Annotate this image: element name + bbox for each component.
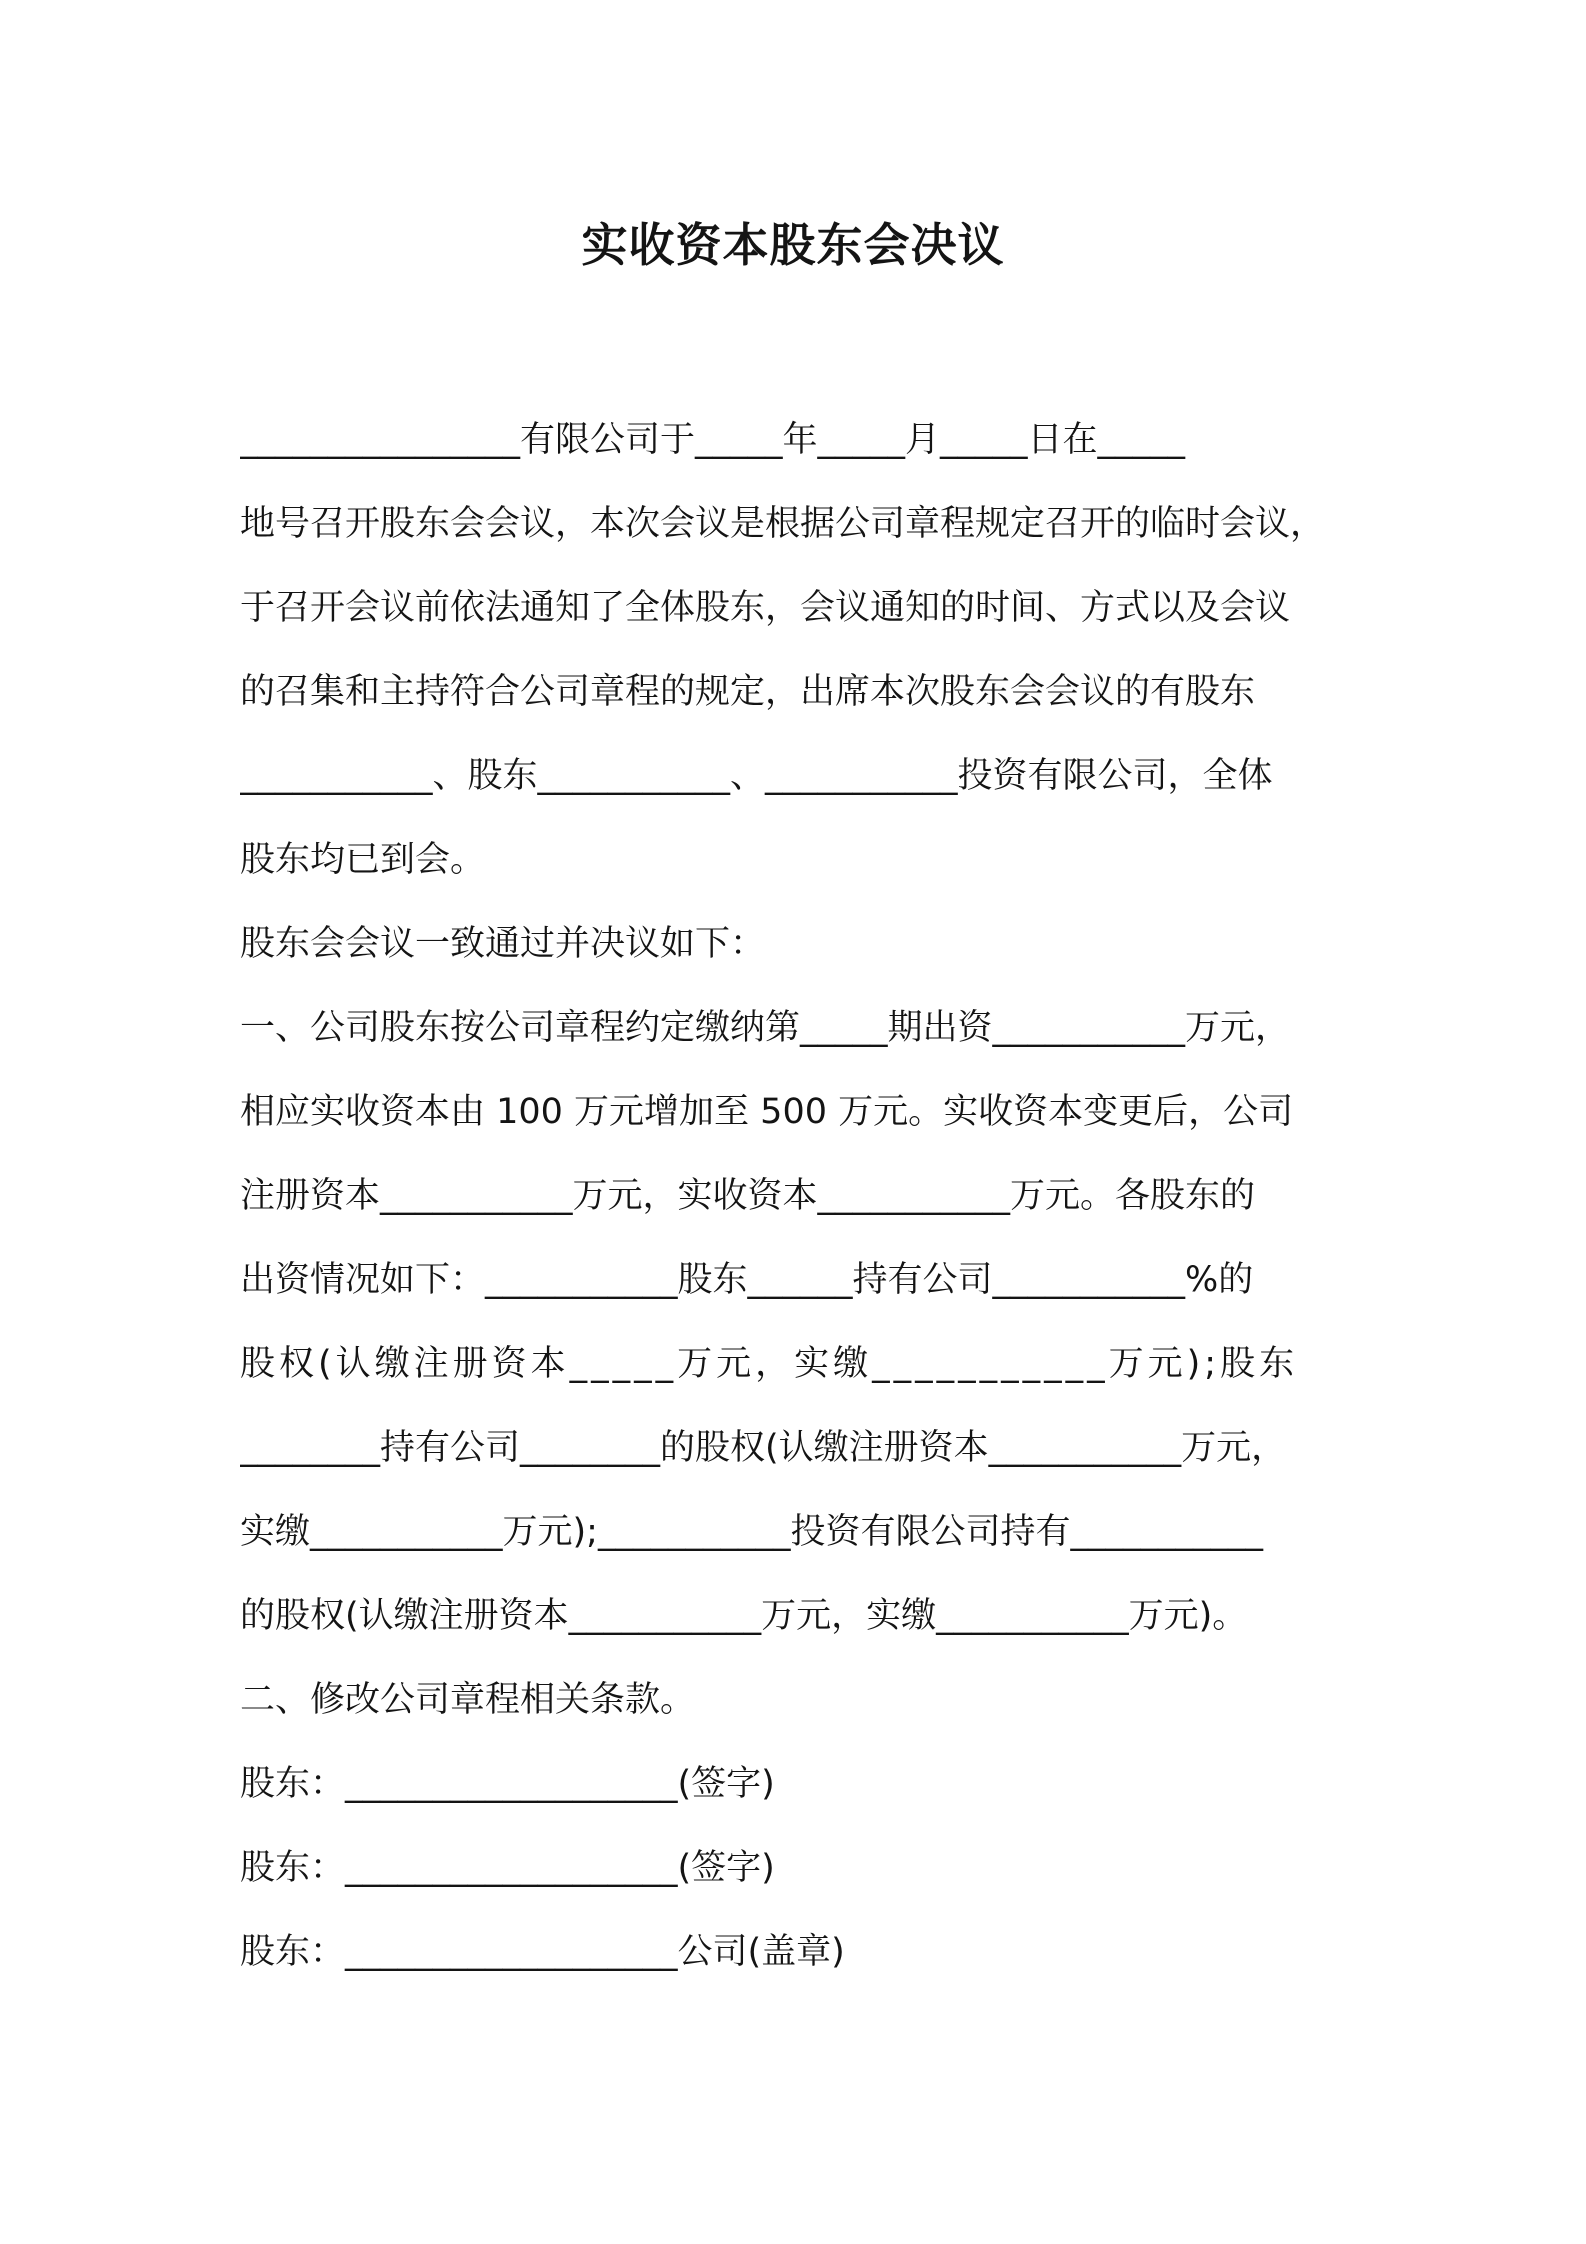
body-line-11: 出资情况如下：___________股东______持有公司___________%的 <box>240 1260 1254 1300</box>
document-title: 实收资本股东会决议 <box>581 218 1005 272</box>
signature-line-2: 股东：___________________(签字) <box>240 1848 775 1888</box>
body-line-13: ________持有公司________的股权(认缴注册资本___________万元， <box>240 1428 1287 1468</box>
body-line-6: 股东均已到会。 <box>240 840 486 880</box>
body-line-4: 的召集和主持符合公司章程的规定，出席本次股东会会议的有股东 <box>240 672 1256 712</box>
body-line-7: 股东会会议一致通过并决议如下： <box>240 924 766 964</box>
body-line-10: 注册资本___________万元，实收资本___________万元。各股东的 <box>240 1176 1256 1216</box>
body-line-9: 相应实收资本由 100 万元增加至 500 万元。实收资本变更后，公司 <box>240 1092 1294 1132</box>
body-line-16: 二、修改公司章程相关条款。 <box>240 1680 696 1720</box>
body-line-8: 一、公司股东按公司章程约定缴纳第_____期出资___________万元， <box>240 1008 1291 1048</box>
signature-line-3: 股东：___________________公司(盖章) <box>240 1932 845 1972</box>
body-line-12: 股权(认缴注册资本_____万元，实缴___________万元);股东 <box>240 1344 1299 1384</box>
body-line-15: 的股权(认缴注册资本___________万元，实缴___________万元)。 <box>240 1596 1248 1636</box>
body-line-14: 实缴___________万元);___________投资有限公司持有___________ <box>240 1512 1263 1552</box>
body-line-5: ___________、股东___________、___________投资有限公司，全体 <box>240 756 1273 796</box>
signature-line-1: 股东：___________________(签字) <box>240 1764 775 1804</box>
body-line-3: 于召开会议前依法通知了全体股东，会议通知的时间、方式以及会议 <box>240 588 1291 628</box>
body-line-2: 地号召开股东会会议，本次会议是根据公司章程规定召开的临时会议， <box>240 504 1326 544</box>
body-line-1: ________________有限公司于_____年_____月_____日在_____ <box>240 420 1186 460</box>
